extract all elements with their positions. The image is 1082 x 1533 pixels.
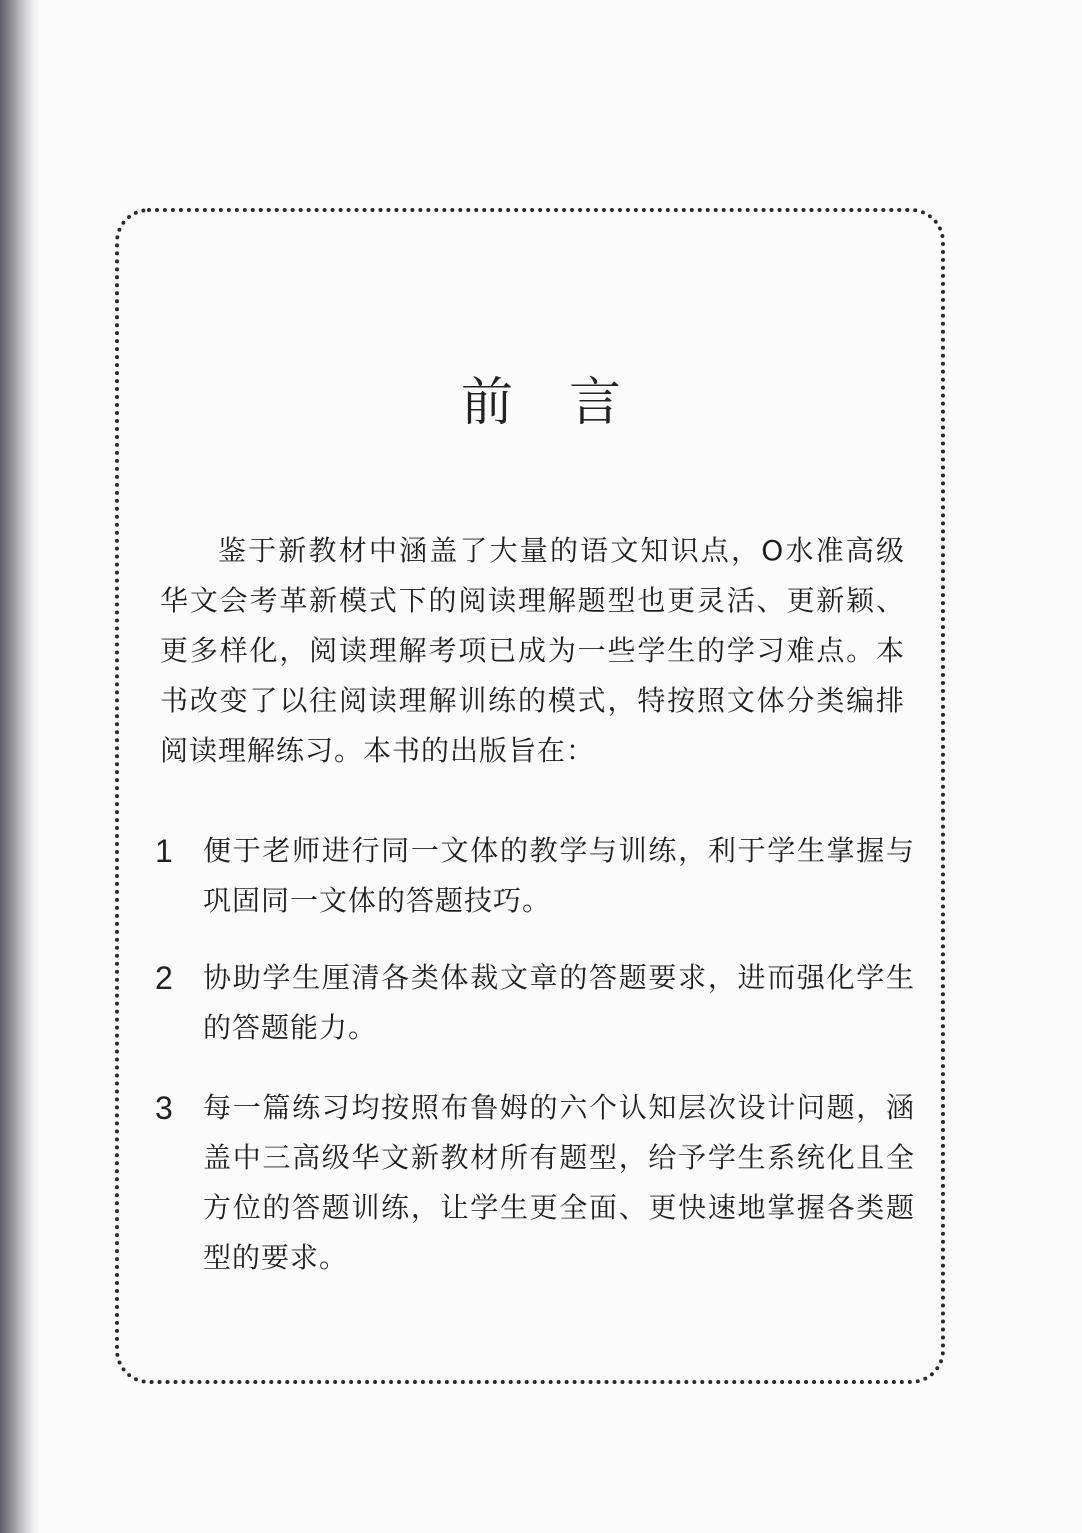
list-item-number: 1 [155, 833, 173, 869]
list-item-3 [155, 1083, 915, 1283]
list-item-text: 便于老师进行同一文体的教学与训练，利于学生掌握与巩固同一文体的答题技巧。 [203, 834, 915, 917]
list-item-text: 每一篇练习均按照布鲁姆的六个认知层次设计问题，涵盖中三高级华文新教材所有题型，给予学生系统化且全方位的答题训练，让学生更全面、更快速地掌握各类题型的要求。 [203, 1091, 915, 1274]
intro-paragraph: 鉴于新教材中涵盖了大量的语文知识点，O水准高级华文会考革新模式下的阅读理解题型也更灵活、更新颖、更多样化，阅读理解考项已成为一些学生的学习难点。本书改变了以往阅读理解训练的模式，特按照文体分类编排阅读理解练习。本书的出版旨在： [160, 534, 905, 767]
list-item-number: 2 [155, 960, 173, 996]
list-item-text: 协助学生厘清各类体裁文章的答题要求，进而强化学生的答题能力。 [203, 961, 915, 1044]
page-title: 前言 [460, 373, 677, 433]
spine-shadow [0, 0, 40, 1533]
list-item-2 [155, 953, 915, 1053]
list-item-1 [155, 826, 915, 926]
list-item-number: 3 [155, 1090, 173, 1126]
